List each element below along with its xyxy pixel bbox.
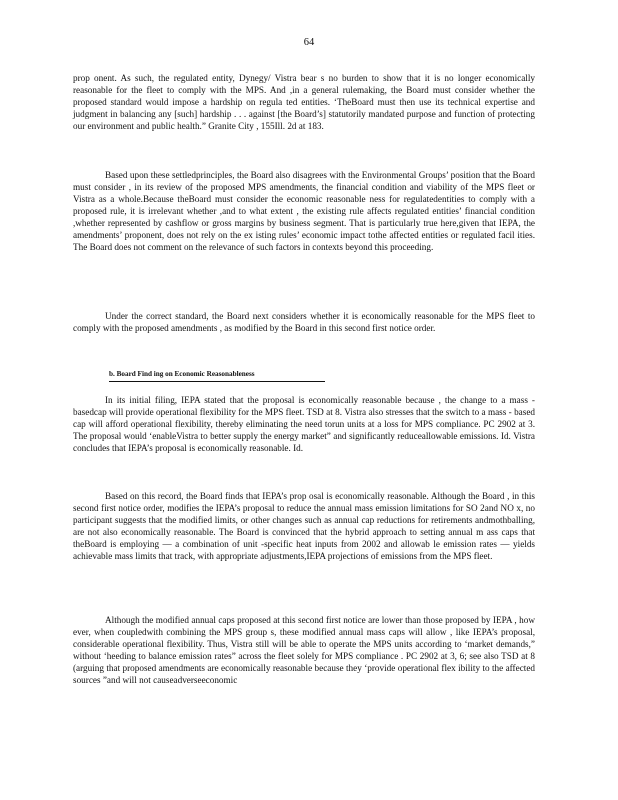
section-heading-text: b. Board Find ing on Economic Reasonableness (109, 368, 325, 382)
paragraph-text: In its initial filing, IEPA stated that the proposal is economically reasonable because , the change to a mass -basedcap will provide operational flexibility for the MPS fleet. TSD at 8. Vistra also stresses that the switch to a mass - based cap will afford operational flexibility, thereby eliminating the need torun units at a loss for MPS compliance. PC 2902 at 3. The proposal would ‘enableVistra to better supply the energy market” and significantly reduceallowable emissions. Id. Vistra concludes that IEPA’s proposal is economically reasonable. Id. (73, 395, 535, 453)
body-paragraph-2 (73, 169, 535, 253)
paragraph-text: Although the modified annual caps proposed at this second first notice are lower than those proposed by IEPA , how ever, when coupledwith combining the MPS group s, these modified annual mass caps will allow , like IEPA’s proposal, considerable operational flexibility. Thus, Vistra still will be able to operate the MPS units according to ‘market demands,” without ‘heeding to balance emission rates” across the fleet solely for MPS compliance . PC 2902 at 3, 6; see also TSD at 8 (arguing that proposed amendments are economically reasonable because they ‘provide operational flex ibility to the affected sources ”and will not causeadverseeconomic (73, 615, 535, 685)
body-paragraph-5 (73, 490, 535, 562)
body-paragraph-1 (73, 72, 535, 132)
paragraph-text: Based on this record, the Board finds that IEPA’s prop osal is economically reasonable. Although the Board , in this second first notice order, modifies the IEPA’s proposal to reduce the annual mass emission limitations for SO 2and NO x, no participant suggests that the modified limits, or other changes such as annual cap reductions for retirements andmothballing, are not also economically reasonable. The Board is convinced that the hybrid approach to setting annual m ass caps that theBoard is employing — a combination of unit -specific heat inputs from 2002 and allowab le emission rates — yields achievable mass limits that track, with appropriate adjustments,IEPA projections of emissions from the MPS fleet. (73, 491, 535, 561)
paragraph-text: prop onent. As such, the regulated entity, Dynegy/ Vistra bear s no burden to show that it is no longer economically reasonable for the fleet to comply with the MPS. And ,in a general rulemaking, the Board must consider whether the proposed standard would impose a hardship on regula ted entities. ‘TheBoard must then use its technical expertise and judgment in balancing any [such] hardship . . . against [the Board’s] statutorily mandated purpose and function of protecting our environment and public health.” Granite City , 155Ill. 2d at 183. (73, 73, 535, 131)
body-paragraph-6 (73, 614, 535, 686)
body-paragraph-3 (73, 310, 535, 334)
paragraph-text: Based upon these settledprinciples, the Board also disagrees with the Environmental Groups’ position that the Board must consider , in its review of the proposed MPS amendments, the financial condition and viability of the MPS fleet or Vistra as a whole.Because theBoard must consider the economic reasonable ness for regulatedentities to comply with a proposed rule, it is irrelevant whether ,and to what extent , the existing rule affects regulated entities’ financial condition ,whether represented by cashflow or gross margins by business segment. That is particularly true here,given that IEPA, the amendments’ proponent, does not rely on the ex isting rules’ economic impact tothe affected entities or regulated facil ities. The Board does not comment on the relevance of such factors in contexts beyond this proceeding. (73, 170, 535, 252)
section-heading (73, 368, 535, 382)
body-paragraph-4 (73, 394, 535, 454)
page-number: 64 (303, 37, 315, 48)
paragraph-text: Under the correct standard, the Board next considers whether it is economically reasonable for the MPS fleet to comply with the proposed amendments , as modified by the Board in this second first notice order. (73, 311, 535, 333)
